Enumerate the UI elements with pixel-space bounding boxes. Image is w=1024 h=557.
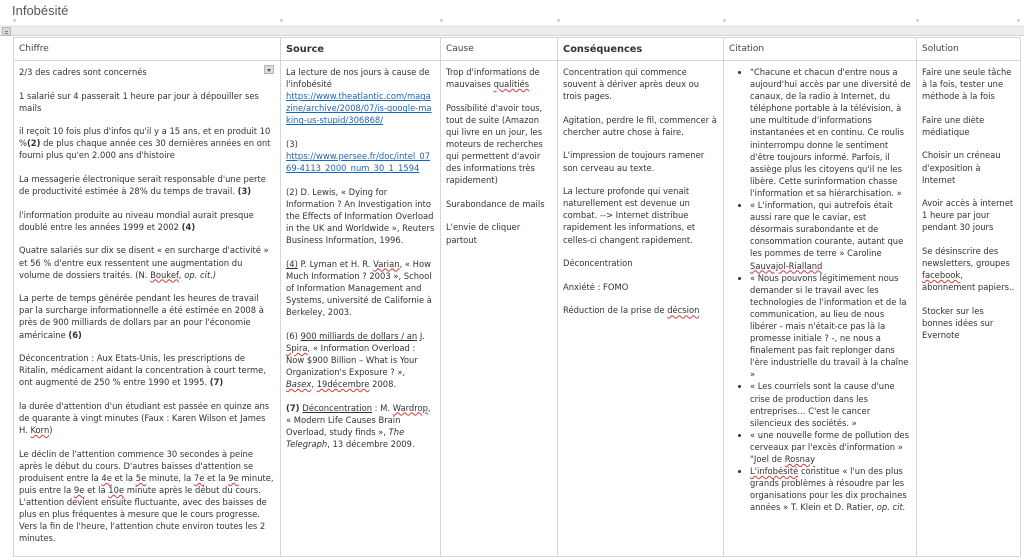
- cause-item: L'envie de cliquer partout: [446, 222, 521, 245]
- infobesite-table: [13, 37, 1021, 557]
- citation-item: • « Nous pouvons légitimement nous demander si le travail avec les technologies de l'information et de la communication, au lieu de nous libérer - mais n'était-ce pas là la promesse initiale ? -, ne nous a finalement pas fait replonger dans l'ère industrielle du travail à la chaîne »: [750, 272, 911, 381]
- chiffre-item: l'information produite au niveau mondial aurait presque doublé entre les années 1999 et 2002 (4): [19, 209, 254, 232]
- cell-chiffre[interactable]: [14, 61, 281, 557]
- citation-item: • "Chacune et chacun d'entre nous a aujourd'hui accès par une diversité de canaux, de la radio à Internet, du téléphone portable à la télévision, à une multitude d'informations instantanées et en continu. Ce roulis ininterrompu donne le sentiment d'être toujours informé. Parfois, il assiège plus les citoyens qu'il ne les libère. Cette surinformation chasse l'information et sa hiérarchisation. »: [750, 66, 911, 199]
- column-markers: [0, 19, 1024, 23]
- citation-item: • « une nouvelle forme de pollution des cerveaux par l'excès d'information » "Joel de Rosnay: [750, 429, 911, 465]
- consequence-item: Anxiété : FOMO: [563, 281, 629, 292]
- header-source[interactable]: Source: [281, 38, 441, 61]
- citation-item: • L'infobésité constitue « l'un des plus grands problèmes à résoudre par les organisations pour les dix prochaines années » T. Klein et D. Ratier, op. cit.: [750, 465, 911, 513]
- header-solution[interactable]: Solution: [917, 38, 1021, 61]
- source-item: (7) Déconcentration : M. Wardrop, « Modern Life Causes Brain Overload, study finds », The Telegraph, 13 décembre 2009.: [286, 402, 431, 449]
- consequence-item: L'impression de toujours ramener son cerveau au texte.: [563, 150, 705, 173]
- header-row: [14, 38, 1021, 61]
- solution-item: Faire une seule tâche à la fois, tester une méthode à la fois: [922, 67, 1012, 102]
- source-link-atlantic[interactable]: https://www.theatlantic.com/magazine/archive/2008/07/is-google-making-us-stupid/306868/: [286, 91, 432, 126]
- cell-citation[interactable]: [724, 61, 917, 557]
- header-cause[interactable]: Cause: [441, 38, 558, 61]
- cell-source[interactable]: [281, 61, 441, 557]
- chiffre-item: la durée d'attention d'un étudiant est passée en quinze ans de quarante à vingt minutes (Faux : Karen Wilson et James H. Korn): [19, 400, 270, 436]
- chiffre-item: Le déclin de l'attention commence 30 secondes à peine après le début du cours. D'autres baisses d'attention se produisent entre la 4e et la 5e minute, la 7e et la 9e minute, puis entre la 9e et la 10e minute après le début du cours. L'attention devient ensuite fluctuante, avec des baisses de plus en plus fréquentes à mesure que le cours progresse. Vers la fin de l'heure, l'attention chute environ toutes les 2 minutes.: [19, 448, 274, 544]
- consequence-item: La lecture profonde qui venait naturellement est devenue un combat. --> Internet distribue rapidement les informations, et celles-ci changent rapidement.: [563, 186, 696, 245]
- chiffre-item: Quatre salariés sur dix se disent « en surcharge d'activité » et 56 % d'entre eux ressentent une augmentation du volume de dossiers traités. (N. Boukef, op. cit.): [19, 245, 269, 280]
- cause-item: Possibilité d'avoir tous, tout de suite (Amazon qui livre en un jour, les moteurs de recherches qui permettent d'avoir des informations très rapidement): [446, 102, 543, 186]
- source-item: (2) D. Lewis, « Dying for Information ? An Investigation into the Effects of Information Overload in the UK and Worldwide », Reuters Business Information, 1996.: [286, 186, 435, 246]
- citation-item: • « Les courriels sont la cause d'une crise de production dans les entreprises… C'est le cancer silencieux des sociétés. »: [750, 380, 911, 428]
- solution-item: Choisir un créneau d'exposition à Internet: [922, 150, 1001, 185]
- citation-item: • « L'information, qui autrefois était aussi rare que le caviar, est désormais surabondante et de consommation courante, autant que les pommes de terre » Caroline Sauvajol-Rialland: [750, 199, 911, 272]
- page-title: Infobésité: [12, 3, 69, 18]
- header-consequences[interactable]: Conséquences: [558, 38, 724, 61]
- chiffre-item: 2/3 des cadres sont concernés: [19, 67, 147, 77]
- solution-item: Faire une diète médiatique: [922, 114, 985, 137]
- cell-solution[interactable]: [917, 61, 1021, 557]
- solution-item: Stocker sur les bonnes idées sur Evernote: [922, 305, 994, 341]
- solution-item: Se désinscrire des newsletters, groupes facebook, abonnement papiers..: [922, 246, 1015, 293]
- source-link-persee[interactable]: https://www.persee.fr/doc/intel_0769-4113_2000_num_30_1_1594: [286, 151, 431, 174]
- consequence-item: Agitation, perdre le fil, commencer à chercher autre chose à faire.: [563, 114, 717, 137]
- source-item: (4) P. Lyman et H. R. Varian, « How Much Information ? 2003 », School of Information Management and Systems, université de Californie à Berkeley, 2003.: [286, 258, 432, 318]
- table-row: [14, 61, 1021, 557]
- consequence-item: Réduction de la prise de décsion: [563, 305, 700, 316]
- dropdown-arrow-icon[interactable]: [264, 65, 274, 74]
- chiffre-item: La perte de temps générée pendant les heures de travail par la surcharge informationnelle a été estimée en 2008 à près de 900 milliards de dollars par an pour l'économie américaine (6): [19, 293, 264, 340]
- consequence-item: Déconcentration: [563, 258, 633, 269]
- cause-item: Trop d'informations de mauvaises qualitiés: [446, 67, 540, 90]
- consequence-item: Concentration qui commence souvent à dériver après deux ou trois pages.: [563, 67, 700, 102]
- solution-item: Avoir accès à internet 1 heure par jour pendant 30 jours: [922, 198, 1014, 233]
- chiffre-item: il reçoit 10 fois plus d'infos qu'il y a 15 ans, et en produit 10 %(2) de plus chaque année ces 30 dernières années en ont fourni plus qu'en 2.000 ans d'histoire: [19, 126, 271, 161]
- table-handle-icon[interactable]: [2, 27, 11, 36]
- header-citation[interactable]: Citation: [724, 38, 917, 61]
- chiffre-item: La messagerie électronique serait responsable d'une perte de productivité estimée à 28% du temps de travail. (3): [19, 174, 266, 197]
- source-item: (3) https://www.persee.fr/doc/intel_0769-4113_2000_num_30_1_1594: [286, 138, 431, 174]
- cause-item: Surabondance de mails: [446, 198, 545, 209]
- table-toolbar-strip: [0, 25, 1024, 36]
- cell-consequences[interactable]: [558, 61, 724, 557]
- source-item: (6) 900 milliards de dollars / an J. Spira, « Information Overload : Now $900 Billion – What is Your Organization's Exposure ? », Basex, 19décembre 2008.: [286, 330, 425, 390]
- header-chiffre[interactable]: Chiffre: [14, 38, 281, 61]
- chiffre-item: 1 salarié sur 4 passerait 1 heure par jour à dépouiller ses mails: [19, 90, 259, 113]
- cell-cause[interactable]: [441, 61, 558, 557]
- chiffre-item: Déconcentration : Aux Etats-Unis, les prescriptions de Ritalin, médicament aidant la concentration à court terme, ont augmenté de 250 % entre 1990 et 1995. (7): [19, 353, 266, 388]
- source-intro: La lecture de nos jours à cause de l'infobésité https://www.theatlantic.com/magazine/archive/2008/07/is-google-making-us-stupid/306868/: [286, 67, 432, 126]
- citation-list: [729, 66, 911, 513]
